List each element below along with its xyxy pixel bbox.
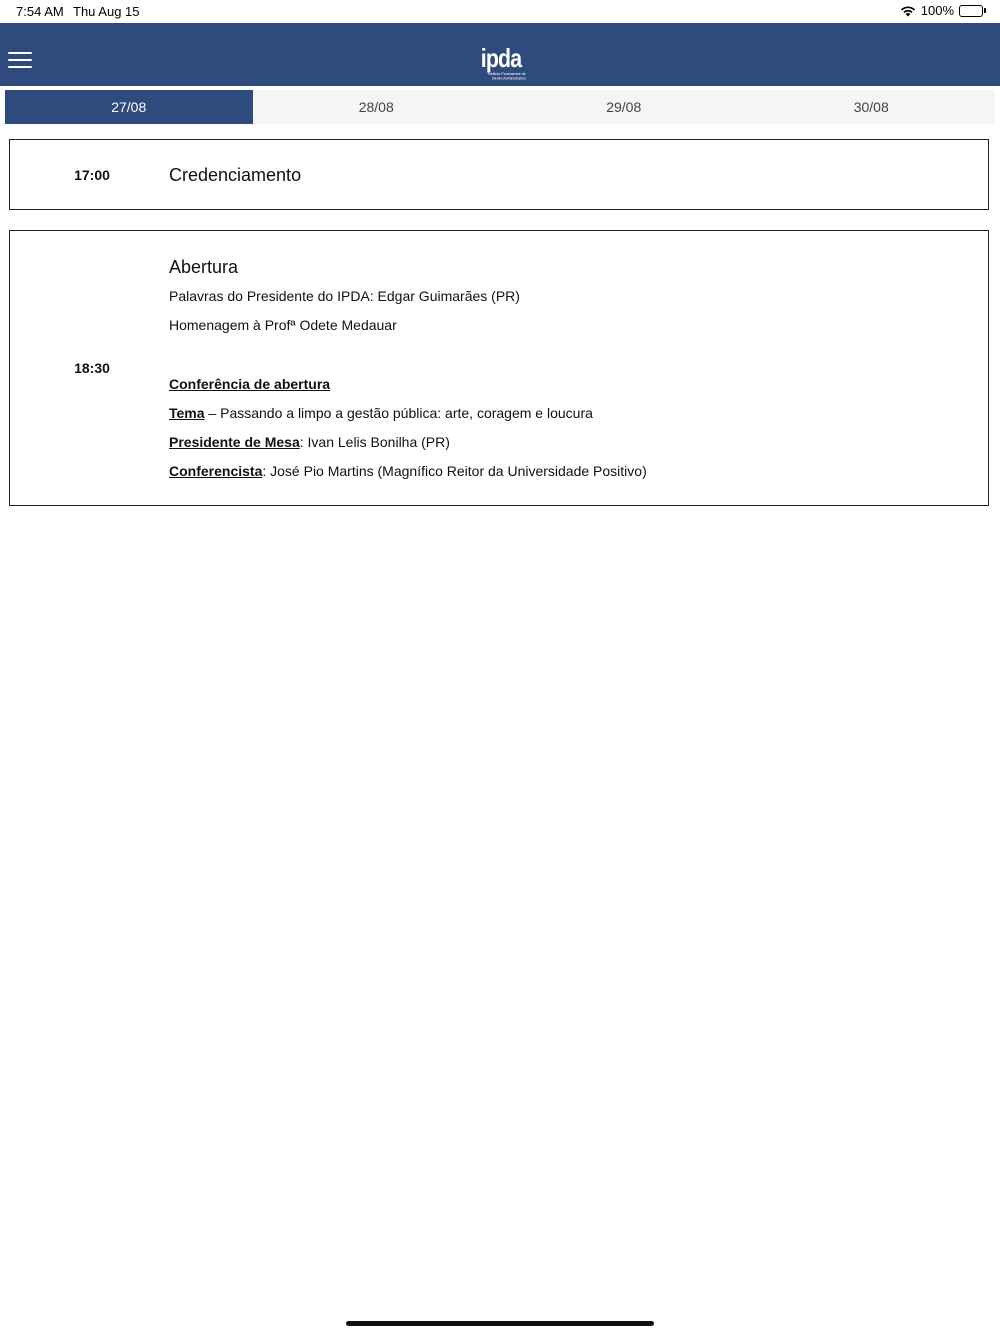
- status-right: [900, 3, 986, 18]
- hamburger-menu-icon[interactable]: [8, 52, 32, 74]
- wifi-icon: [900, 5, 916, 17]
- ipda-logo: [474, 45, 528, 83]
- schedule-line: Homenagem à Profª Odete Medauar: [169, 317, 397, 333]
- conference-tema: [169, 405, 593, 421]
- battery-icon: [959, 5, 986, 17]
- status-time: 7:54 AM: [16, 4, 64, 19]
- date-tabs: [5, 90, 995, 124]
- presidente-label: Presidente de Mesa: [169, 434, 300, 450]
- presidente-text: : Ivan Lelis Bonilha (PR): [299, 434, 450, 450]
- conference-heading-text: Conferência de abertura: [169, 376, 331, 392]
- tab-28-08[interactable]: 28/08: [358, 99, 394, 115]
- conference-conferencista: [169, 463, 647, 479]
- logo-text: ipda: [480, 43, 522, 73]
- app-header: [0, 23, 1000, 86]
- schedule-item-credenciamento: [9, 139, 989, 210]
- conference-heading: [169, 376, 330, 392]
- tab-29-08[interactable]: 29/08: [606, 99, 642, 115]
- schedule-title: Credenciamento: [169, 165, 302, 185]
- tema-text: – Passando a limpo a gestão pública: arte, coragem e loucura: [204, 405, 593, 421]
- schedule-item-abertura: [9, 230, 989, 506]
- conference-presidente: [169, 434, 450, 450]
- status-bar: [0, 0, 1000, 23]
- tema-label: Tema: [169, 405, 205, 421]
- schedule-line: Palavras do Presidente do IPDA: Edgar Guimarães (PR): [169, 288, 520, 304]
- tab-27-08[interactable]: 27/08: [5, 90, 253, 124]
- logo-subtitle: Instituto Paranaense de Direito Administrativo: [487, 71, 526, 81]
- home-indicator[interactable]: [346, 1321, 654, 1326]
- conferencista-text: : José Pio Martins (Magnífico Reitor da Universidade Positivo): [262, 463, 647, 479]
- tab-30-08[interactable]: 30/08: [853, 99, 889, 115]
- status-date: Thu Aug 15: [73, 4, 140, 19]
- conferencista-label: Conferencista: [169, 463, 263, 479]
- schedule-title: Abertura: [169, 257, 239, 277]
- battery-percent: 100%: [920, 3, 954, 18]
- schedule-time: 17:00: [74, 167, 110, 183]
- schedule-time: 18:30: [74, 360, 110, 376]
